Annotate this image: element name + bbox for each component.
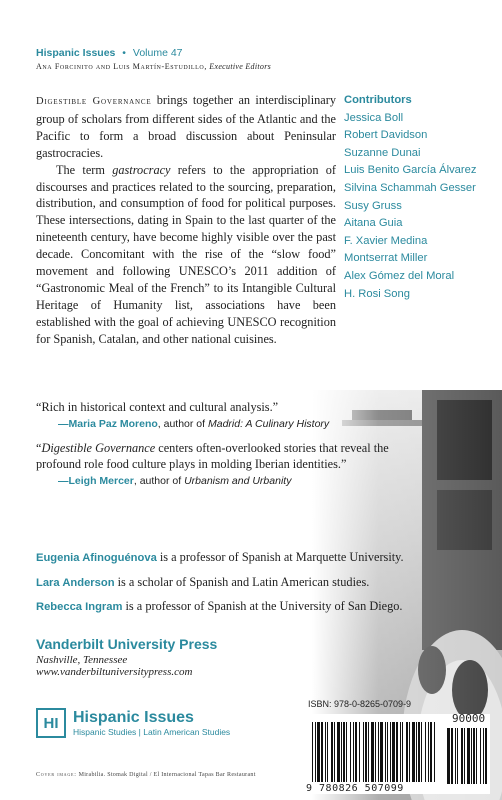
credit-text: Mirabilia. Stomak Digital / El Internacional Tapas Bar Restaurant [76,772,256,778]
endorser-of: , author of [157,418,208,430]
barcode-bar [416,722,417,782]
barcode-bar [421,722,422,782]
endorsement-attribution-2 [58,473,436,489]
barcode-bar [371,722,374,782]
endorsement-attribution-1 [58,416,436,432]
endorser-work: Madrid: A Culinary History [207,418,330,430]
barcode-bar [341,722,342,782]
barcode-addon-bar [485,728,487,784]
barcode-addon-bar [457,728,458,784]
contributor-name: Montserrat Miller [344,252,428,265]
barcode-bar [327,722,328,782]
series-separator: • [122,47,126,59]
publisher-url: www.vanderbiltuniversitypress.com [36,666,193,678]
barcode-addon-bar [464,728,465,784]
hi-logo-mark: HI [36,708,66,738]
endorsement-quote-2-text: centers often-overlooked stories that reveal the profound role food culture plays in molding Iberian identities.” [36,441,389,471]
cover-image-credit [36,772,256,778]
endorsements [36,399,436,497]
barcode-digits: 9 780826 507099 [306,783,404,794]
bio-name: Lara Anderson [36,576,115,589]
endorser-name: Leigh Mercer [68,475,134,487]
barcode-bar [390,722,391,782]
book-title-smallcaps: Digestible Governance [36,96,152,107]
bio-item [36,598,436,616]
contributor-name: Alex Gómez del Moral [344,269,455,282]
endorsement-quote-2 [36,440,436,472]
description-p1-text: brings together an interdisciplinary group of scholars from different sides of the Atlantic and the Pacific to form a broad discussion about Peninsular gastrocracies. [36,93,336,160]
attribution-dash: — [58,475,69,487]
barcode-addon-bar [447,728,450,784]
quoted-book-title: Digestible Governance [41,441,156,455]
series-name: Hispanic Issues [36,47,116,59]
barcode-bar [402,722,403,782]
contributor-name: Silvina Schammah Gesser [344,181,476,194]
barcode-addon-bar [483,728,484,784]
barcode-addon-bar [451,728,453,784]
contributor-name: Luis Benito García Álvarez [344,164,477,177]
term-gastrocracy: gastrocracy [112,162,171,177]
barcode-bar [368,722,369,782]
barcode-addon-bar [461,728,463,784]
barcode-bar [387,722,388,782]
series-logo-text [73,709,230,737]
contributors-heading: Contributors [344,94,412,106]
series-volume: Volume 47 [132,47,183,59]
publisher-block [36,636,217,678]
bio-name: Rebecca Ingram [36,601,123,613]
isbn-barcode [306,714,490,794]
contributors-list [344,92,494,303]
endorsement-quote-1: “Rich in historical context and cultural analysis.” [36,400,279,414]
barcode-bar [334,722,335,782]
bio-name: Eugenia Afinoguénova [36,552,157,564]
bio-text: is a scholar of Spanish and Latin American studies. [114,574,370,589]
bio-item [36,549,436,567]
barcode-bar [343,722,345,782]
bio-text: is a professor of Spanish at the University of San Diego. [122,599,403,613]
contributor-name: Susy Gruss [344,199,402,212]
barcode-bar [425,722,426,782]
description-paragraph-1 [36,92,336,162]
barcode-bar [380,722,383,782]
barcode-bar [363,722,364,782]
barcode-bar [355,722,357,782]
series-line [36,47,183,59]
barcode-bar [337,722,340,782]
barcode-bar [375,722,376,782]
barcode-bar [325,722,326,782]
barcode-bar [315,722,316,782]
contributor-name: Robert Davidson [344,129,428,142]
editor-role: Executive Editors [209,62,272,71]
barcode-bar [409,722,410,782]
barcode-addon-bar [480,728,481,784]
barcode-bar [321,722,323,782]
barcode-addon-bar [476,728,477,784]
contributor-name: F. Xavier Medina [344,234,428,247]
series-logo-name: Hispanic Issues [73,709,194,726]
barcode-bar [317,722,320,782]
contributor-name: Jessica Boll [344,111,404,124]
barcode-bar [400,722,401,782]
book-description [36,92,336,348]
barcode-bar [353,722,354,782]
editor-bios [36,549,436,623]
bio-text: is a professor of Spanish at Marquette University. [156,550,404,564]
barcode-bar [428,722,429,782]
barcode-bar [396,722,398,782]
description-p2-text: refers to the appropriation of discourses and practices related to the sourcing, preparation, distribution, and consumption of food for political purposes. These intersections, dating in Spain to the last quarter of the nineteenth century, have become highly visible over the past decade. Concomitant with the rise of the “slow food” movement and following UNESCO’s 2011 addition of “Gastronomic Meal of the French” to its Intangible Cultural Heritage of Humanity list, associations have been established with the goal of achieving UNESCO recognition for Spanish, Catalan, and other national cuisines. [36,162,336,346]
barcode-addon-bar [473,728,475,784]
credit-label: Cover image: [36,772,77,778]
series-logo [36,708,230,738]
barcode-bar [365,722,367,782]
barcode-addon-bar [467,728,470,784]
barcode-bar [385,722,386,782]
editor-names: Ana Forcinito and Luis Martín-Estudillo, [36,62,207,71]
attribution-dash: — [58,418,69,430]
contributor-name: Suzanne Dunai [344,146,421,159]
barcode-bar [406,722,408,782]
barcode-bar [418,722,420,782]
barcode-addon-bar [471,728,472,784]
barcode-bar [430,722,432,782]
description-p2-intro: The term [56,162,113,177]
barcode-bar [331,722,333,782]
barcode-bar [346,722,347,782]
isbn-label: ISBN: 978-0-8265-0709-9 [308,699,412,709]
barcode-bar [312,722,313,782]
barcode-addon-bar [455,728,456,784]
barcode-bar [392,722,395,782]
barcode-bar [359,722,360,782]
executive-editors [36,62,271,71]
series-logo-subtitle: Hispanic Studies | Latin American Studies [73,727,231,737]
contributor-name: Aitana Guia [344,217,403,230]
endorser-of: , author of [133,475,185,487]
contributor-name: H. Rosi Song [344,287,410,300]
endorser-work: Urbanism and Urbanity [184,475,292,487]
barcode-bar [350,722,351,782]
description-paragraph-2 [36,162,336,348]
endorser-name: Maria Paz Moreno [68,418,158,430]
barcode-price-code: 90000 [452,712,486,725]
publisher-city: Nashville, Tennessee [36,654,128,666]
barcode-bar [434,722,435,782]
bio-item [36,574,436,592]
barcode-bar [412,722,415,782]
publisher-name: Vanderbilt University Press [36,636,218,652]
barcode-bar [378,722,379,782]
open-quote: “ [36,441,42,455]
